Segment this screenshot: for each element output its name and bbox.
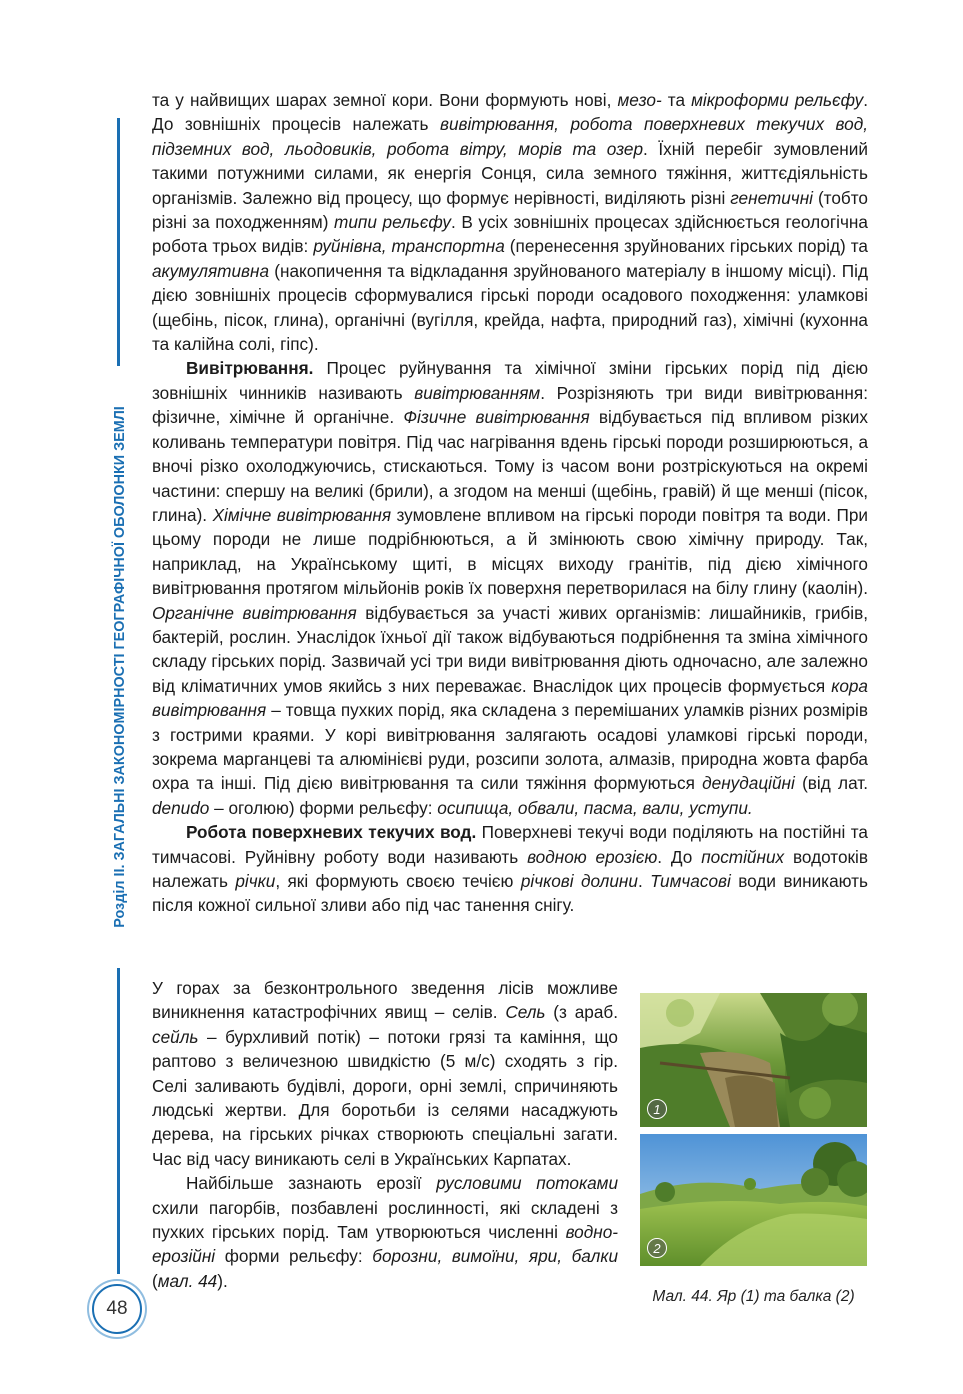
- italic-run: борозни, вимоїни, яри, балки: [372, 1246, 619, 1267]
- italic-run: Хімічне вивітрювання: [212, 504, 392, 525]
- italic-run: мікроформи рельєфу: [691, 90, 864, 110]
- italic-run: денудаційні: [702, 773, 795, 794]
- italic-run: руйнівна, транспортна: [313, 236, 505, 257]
- text-run: (накопичення та відкладання зруйнованого матеріалу в іншому місці). Під дією зовнішніх процесів сформувалися гірські породи осадового походження: уламкові (щебінь, пісок, глина), органічні (вугілля, крейда, нафта, природний газ), хімічні (кухонна та калійна солі, гіпс).: [152, 260, 868, 355]
- text-run: зумовлене впливом на гірські породи повітря та води. При цьому породи не лише подрібнюються, а й змінюють свою хімічну природу. Так, наприклад, на Українському щиті, в місцях виходу гранітів, під дією хімічного вивітрювання протягом мільйонів років їх поверхня перетворилася на білу глину (каолін).: [152, 504, 868, 599]
- text-run: та у найвищих шарах земної кори. Вони формують нові,: [152, 90, 618, 110]
- italic-run: постійних: [701, 846, 785, 867]
- text-run: (: [152, 1270, 158, 1291]
- text-run: форми рельєфу:: [215, 1246, 373, 1267]
- italic-run: вивітрюванням: [414, 382, 541, 403]
- section-title-text: Розділ ІІ. ЗАГАЛЬНІ ЗАКОНОМІРНОСТІ ГЕОГРАФІЧНОЇ ОБОЛОНКИ ЗЕМЛІ: [112, 406, 128, 928]
- text-run: (від лат.: [794, 773, 869, 794]
- italic-run: denudo: [152, 797, 210, 818]
- text-run: Поверхневі текучі води поділяють на постійні та тимчасові. Руйнівну роботу води називають: [152, 822, 868, 867]
- text-run: . До зовнішніх процесів належать: [152, 90, 868, 135]
- italic-run: генетичні: [730, 187, 813, 208]
- italic-run: вивітрювання, робота поверхневих текучих вод, підземних вод, льодовиків, робота вітру, морів та озер: [152, 114, 868, 159]
- italic-run: Фізичне вивітрювання: [403, 407, 590, 428]
- side-rule-top: [117, 118, 120, 366]
- ravine-photo: [640, 993, 867, 1127]
- paragraph-surface-water: [152, 820, 868, 918]
- paragraph-erosion: [152, 1171, 618, 1293]
- bold-run: Робота поверхневих текучих вод.: [186, 822, 477, 843]
- italic-run: водно-ерозійні: [152, 1222, 618, 1267]
- gully-photo: [640, 1134, 867, 1266]
- italic-run: річкові долини: [520, 871, 638, 891]
- italic-run: типи рельєфу: [334, 212, 451, 233]
- paragraph-mudflows: [152, 976, 618, 1171]
- italic-run: мезо-: [617, 90, 662, 110]
- photo-number-1: 1: [647, 1099, 667, 1119]
- text-run: водотоків належать: [152, 846, 869, 891]
- text-run: Найбільше зазнають ерозії: [186, 1173, 437, 1194]
- text-run: , які формують своєю течією: [275, 871, 521, 891]
- italic-run: мал. 44: [157, 1270, 218, 1291]
- italic-run: Тимчасові: [650, 871, 731, 891]
- paragraph-1: [152, 88, 868, 356]
- text-run: відбувається за участі живих організмів: лишайників, грибів, бактерій, рослин. Унаслідок їхньої дії також відбуваються подрібнення та зміна хімічного складу гірських порід. Зазвичай усі три види вивітрювання діють одночасно, але залежно від кліматичних умов якийсь з них переважає. Внаслідок цих процесів формується: [152, 602, 868, 696]
- ravine-image: [640, 993, 867, 1127]
- text-run: . В усіх зовнішніх процесах здійснюється геологічна робота трьох видів:: [152, 212, 868, 257]
- text-run: (тобто різні за походженням): [152, 187, 868, 233]
- text-run: відбувається під впливом різких коливань температури повітря. Під час нагрівання вдень гірські породи розширюються, а вночі різко охолоджуючись, стискаються. Тому із часом вони розтріскуються на окремі частини: спершу на великі (брили), а згодом на менші (щебінь, гравій) й ще менші (пісок, глина).: [152, 407, 869, 525]
- text-run: Процес руйнування та хімічної зміни гірських порід під дією зовнішніх чинників називають: [152, 358, 868, 403]
- text-run: ).: [217, 1270, 228, 1291]
- text-run: У горах за безконтрольного зведення лісів можливе виникнення катастрофічних явищ – селів.: [152, 978, 618, 1023]
- text-run: (перенесення зруйнованих гірських порід) та: [504, 236, 868, 257]
- italic-run: сейль: [152, 1026, 199, 1047]
- text-run: . До: [657, 846, 702, 867]
- text-run: та: [661, 90, 692, 110]
- text-run: – товща пухких порід, яка складена з перемішаних уламків різних розмірів з гострими краями. У корі вивітрювання залягають осадові уламкові гірські породи, зокрема марганцеві та алюмінієві руди, розсипи золота, алмазів, природна жовта фарба охра та інші. Під дією вивітрювання та сили тяжіння формуються: [152, 700, 868, 794]
- text-run: .: [637, 871, 651, 891]
- wrapped-text: [152, 976, 618, 1293]
- text-run: . Їхній перебіг зумовлений такими потужними силами, як енергія Сонця, сила земного тяжіння, життєдіяльність організмів. Залежно від процесу, що формує нерівності, виділяють різні: [152, 138, 868, 208]
- page-number: 48: [92, 1284, 142, 1334]
- text-run: – бурхливий потік) – потоки грязі та каміння, що раптово з величезною швидкістю (5 м/с) сходять з гір. Селі заливають будівлі, дороги, орні землі, спричиняють людські жертви. Для боротьби із селями насаджують дерева, на гірських річках створюють спеціальні загати. Час від часу виникають селі в Українських Карпатах.: [152, 1026, 618, 1169]
- figure-caption: Мал. 44. Яр (1) та балка (2): [652, 1288, 855, 1305]
- photo-number-2: 2: [647, 1238, 667, 1258]
- italic-run: русловими потоками: [436, 1173, 618, 1194]
- text-run: схили пагорбів, позбавлені рослинності, які складені з пухких гірських порід. Там утворюються численні: [152, 1197, 618, 1243]
- italic-run: Органічне вивітрювання: [152, 602, 357, 623]
- text-run: води виникають після кожної сильної зливи або під час танення снігу.: [152, 871, 868, 916]
- paragraph-weathering: [152, 356, 868, 820]
- text-run: – оголюю) форми рельєфу:: [209, 797, 438, 818]
- section-title: [112, 406, 128, 928]
- gully-image: [640, 1134, 867, 1266]
- main-text: [152, 88, 868, 918]
- text-run: (з араб.: [545, 1002, 618, 1023]
- italic-run: кора вивітрювання: [152, 675, 868, 721]
- side-rule-bottom: [117, 968, 120, 1274]
- italic-run: Сель: [505, 1002, 546, 1023]
- italic-run: осипища, обвали, пасма, вали, уступи.: [437, 797, 753, 818]
- bold-run: Вивітрювання.: [186, 358, 314, 379]
- italic-run: акумулятивна: [152, 260, 269, 281]
- text-run: . Розрізняють три види вивітрювання: фізичне, хімічне й органічне.: [152, 382, 868, 428]
- italic-run: річки: [235, 871, 276, 891]
- italic-run: водною ерозією: [527, 846, 658, 867]
